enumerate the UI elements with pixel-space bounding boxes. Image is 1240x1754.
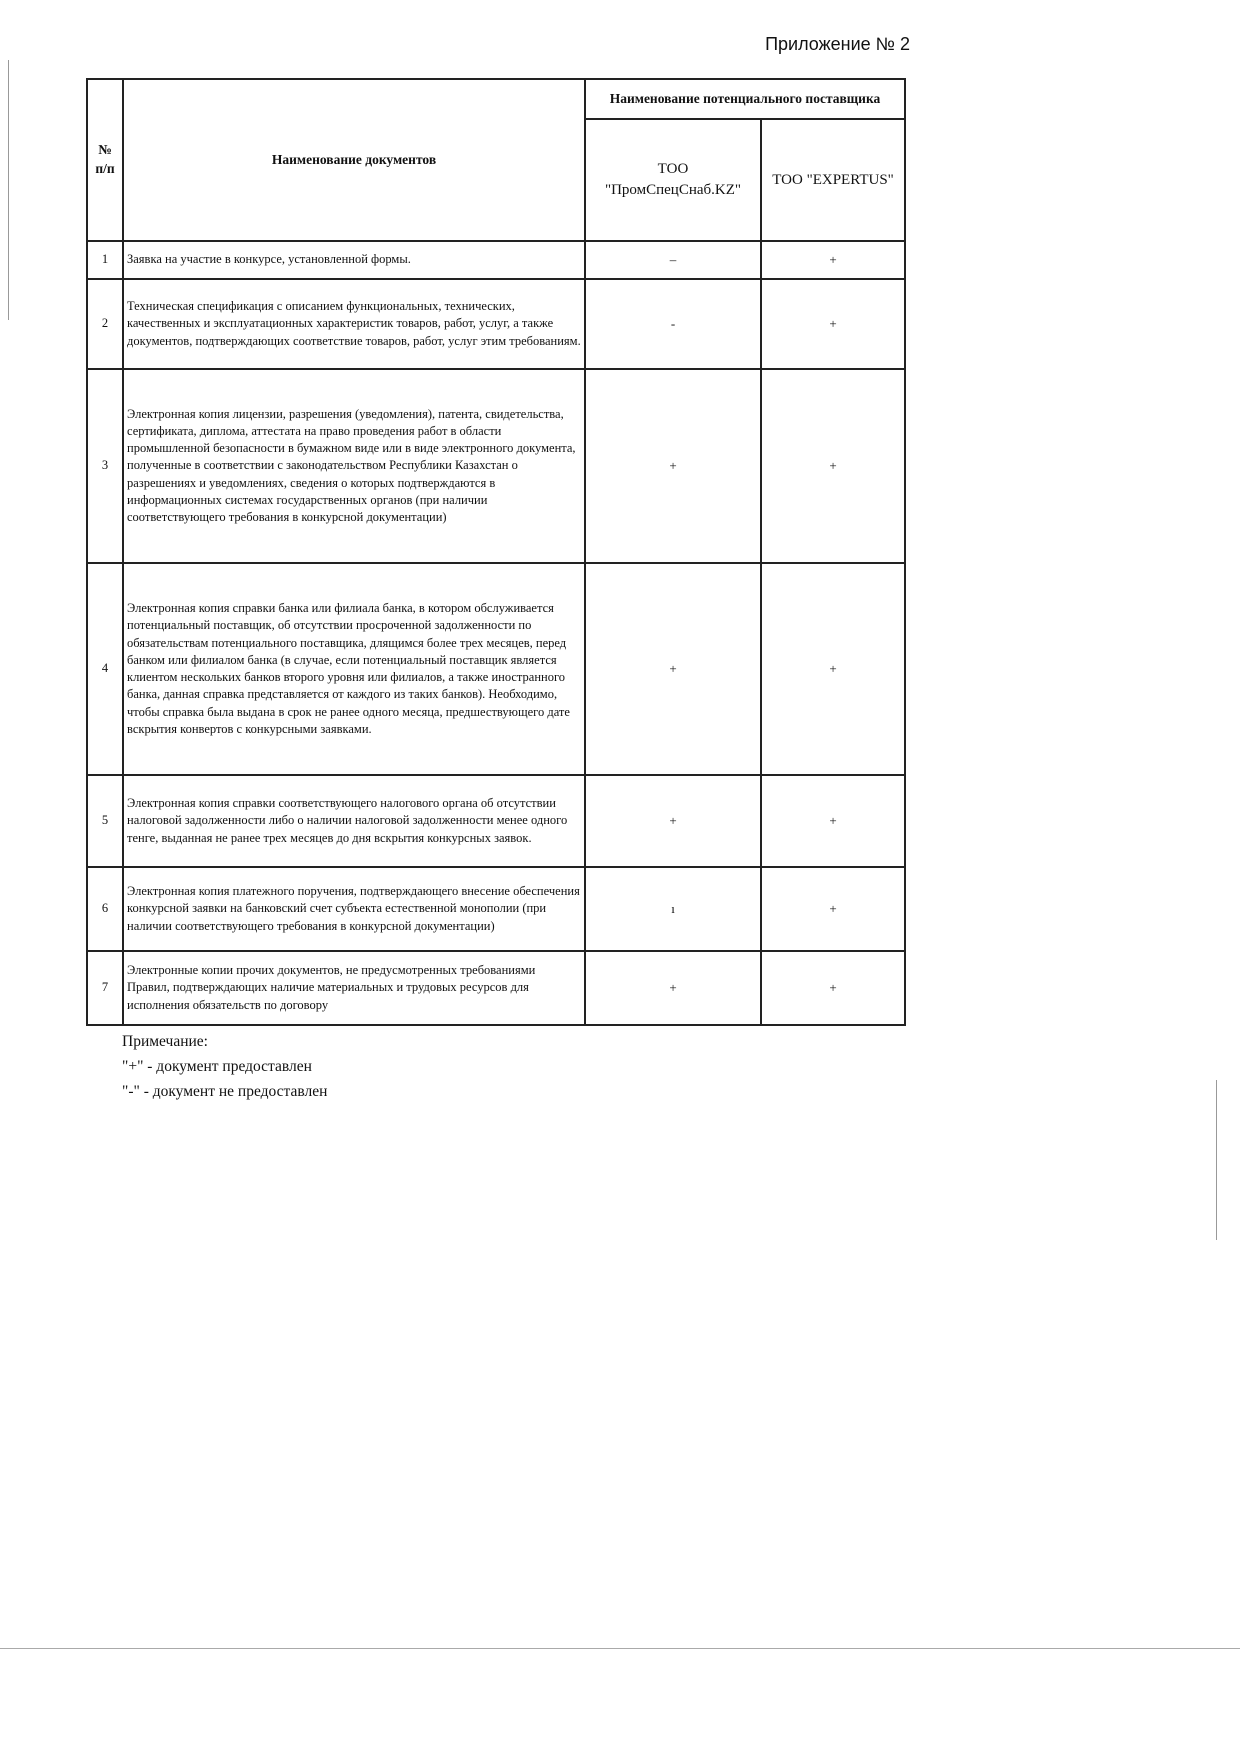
table-row — [87, 241, 905, 279]
row-num: 2 — [87, 279, 123, 369]
notes — [122, 1030, 327, 1104]
documents-table — [86, 78, 906, 1026]
row-mark-supplier-2: + — [761, 775, 905, 867]
row-mark-supplier-2: + — [761, 867, 905, 951]
row-mark-supplier-1: + — [585, 951, 761, 1025]
table-row — [87, 867, 905, 951]
notes-line-plus: "+" - документ предоставлен — [122, 1057, 312, 1075]
row-document: Электронная копия платежного поручения, подтверждающего внесение обеспечения конкурсной заявки на банковский счет субъекта естественной монополии (при наличии соответствующего требования в конкурсной документации) — [123, 867, 585, 951]
notes-title: Примечание: — [122, 1033, 208, 1050]
row-mark-supplier-1: + — [585, 563, 761, 775]
row-num: 1 — [87, 241, 123, 279]
row-mark-supplier-1: – — [585, 241, 761, 279]
row-document: Электронная копия лицензии, разрешения (уведомления), патента, свидетельства, сертификата, диплома, аттестата на право проведения работ в области промышленной безопасности в бумажном виде или в виде электронного документа, полученные в соответствии с законодательством Республики Казахстан о разрешениях и уведомлениях, сведения о которых подтверждаются в информационных системах государственных органов (при наличии соответствующего требования в конкурсной документации) — [123, 369, 585, 563]
appendix-title: Приложение № 2 — [765, 34, 910, 54]
table-row — [87, 951, 905, 1025]
row-mark-supplier-2: + — [761, 563, 905, 775]
row-num: 3 — [87, 369, 123, 563]
table-row — [87, 279, 905, 369]
row-num: 5 — [87, 775, 123, 867]
row-mark-supplier-2: + — [761, 241, 905, 279]
row-document: Электронная копия справки банка или филиала банка, в котором обслуживается потенциальный поставщик, об отсутствии просроченной задолженности по обязательствам потенциального поставщика, длящимся более трех месяцев, перед банком или филиалом банка (в случае, если потенциальный поставщик является клиентом нескольких банков второго уровня или филиалов, а также иностранного банка, данная справка представляется от каждого из таких банков). Необходимо, чтобы справка была выдана в срок не ранее одного месяца, предшествующего дате вскрытия конвертов с конкурсными заявками. — [123, 563, 585, 775]
row-num: 6 — [87, 867, 123, 951]
row-mark-supplier-1: + — [585, 369, 761, 563]
row-document: Электронные копии прочих документов, не предусмотренных требованиями Правил, подтверждающих наличие материальных и трудовых ресурсов для исполнения обязательств по договору — [123, 951, 585, 1025]
row-mark-supplier-2: + — [761, 951, 905, 1025]
row-document: Заявка на участие в конкурсе, установленной формы. — [123, 241, 585, 279]
row-mark-supplier-1: ı — [585, 867, 761, 951]
notes-line-minus: "-" - документ не предоставлен — [122, 1082, 328, 1100]
row-num: 7 — [87, 951, 123, 1025]
scan-edge-line-left — [8, 60, 9, 320]
header-supplier-group: Наименование потенциального поставщика — [585, 79, 905, 119]
row-num: 4 — [87, 563, 123, 775]
row-mark-supplier-2: + — [761, 279, 905, 369]
scan-bottom-line — [0, 1648, 1240, 1649]
row-document: Электронная копия справки соответствующего налогового органа об отсутствии налоговой задолженности либо о наличии налоговой задолженности менее одного тенге, выданная не ранее трех месяцев до дня вскрытия конкурсных заявок. — [123, 775, 585, 867]
header-supplier-1: ТОО "ПромСпецСнаб.KZ" — [585, 119, 761, 241]
header-num: № п/п — [87, 79, 123, 241]
row-document: Техническая спецификация с описанием функциональных, технических, качественных и эксплуатационных характеристик товаров, работ, услуг, а также документов, подтверждающих соответствие товаров, работ, услуг этим требованиям. — [123, 279, 585, 369]
table-row — [87, 563, 905, 775]
row-mark-supplier-1: - — [585, 279, 761, 369]
scan-edge-line-right — [1216, 1080, 1217, 1240]
row-mark-supplier-2: + — [761, 369, 905, 563]
table-row — [87, 775, 905, 867]
header-document: Наименование документов — [123, 79, 585, 241]
header-supplier-2: ТОО "EXPERTUS" — [761, 119, 905, 241]
table-row — [87, 369, 905, 563]
row-mark-supplier-1: + — [585, 775, 761, 867]
